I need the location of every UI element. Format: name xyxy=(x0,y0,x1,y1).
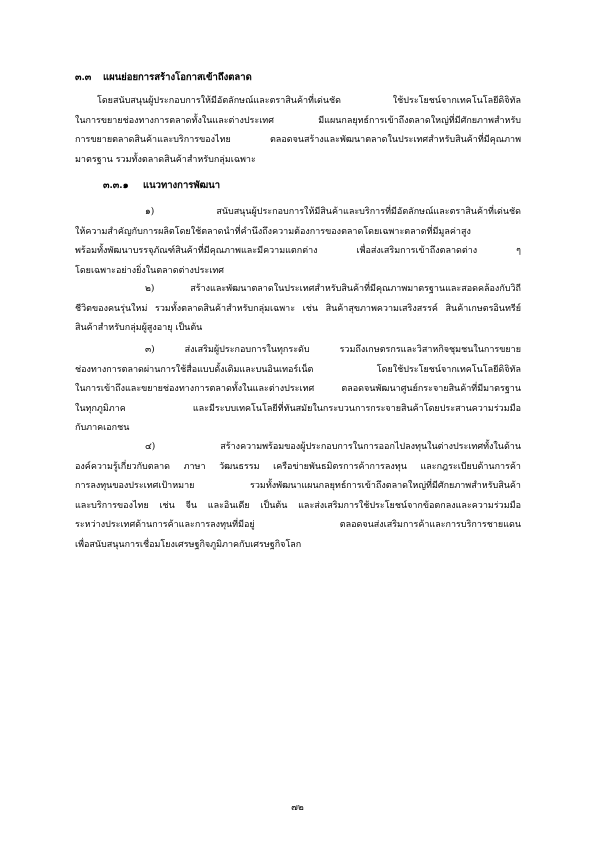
intro-paragraph xyxy=(75,92,521,170)
item-line: ๒) สร้างและพัฒนาตลาดในประเทศสำหรับสินค้าที่มีคุณภาพมาตรฐานและสอดคล้องกับวิถี xyxy=(145,284,521,294)
item-line: ระหว่างประเทศด้านการค้าและการลงทุนที่มีอยู่ ตลอดจนส่งเสริมการค้าและการบริการชายแดน xyxy=(75,520,521,530)
page-number: ๗๒ xyxy=(291,803,304,813)
item-line: ๓) ส่งเสริมผู้ประกอบการในทุกระดับ รวมถึงเกษตรกรและวิสาหกิจชุมชนในการขยาย xyxy=(145,345,521,355)
intro-line: ในการขยายช่องทางการตลาดทั้งในและต่างประเทศ มีแผนกลยุทธ์การเข้าถึงตลาดใหญ่ที่มีศักยภาพสำหรับ xyxy=(75,115,521,126)
item-line: พร้อมทั้งพัฒนาบรรจุภัณฑ์สินค้าที่มีคุณภาพและมีความแตกต่าง เพื่อส่งเสริมการเข้าถึงตลาดต่าง ๆ xyxy=(75,246,521,256)
intro-line: โดยสนับสนุนผู้ประกอบการให้มีอัตลักษณ์และตราสินค้าที่เด่นชัด ใช้ประโยชน์จากเทคโนโลยีดิจิทัล xyxy=(97,96,521,106)
subsection-title: แนวทางการพัฒนา xyxy=(143,180,221,191)
item-line: ในทุกภูมิภาค และมีระบบเทคโนโลยีที่ทันสมัยในกระบวนการกระจายสินค้าโดยประสานความร่วมมือ xyxy=(75,403,521,414)
item-2-paragraph xyxy=(75,280,521,339)
item-line: ช่องทางการตลาดผ่านการใช้สื่อแบบดั้งเดิมและบนอินเทอร์เน็ต โดยใช้ประโยชน์จากเทคโนโลยีดิจิทัล xyxy=(75,364,521,375)
subsection-number: ๓.๓.๑ xyxy=(103,180,129,191)
item-4-paragraph xyxy=(75,438,521,555)
item-line: สินค้าสำหรับกลุ่มผู้สูงอายุ เป็นต้น xyxy=(75,323,203,333)
item-3-paragraph xyxy=(75,341,521,439)
item-line: ๔) สร้างความพร้อมของผู้ประกอบการในการออกไปลงทุนในต่างประเทศทั้งในด้าน xyxy=(145,442,521,452)
item-line: กับภาคเอกชน xyxy=(75,423,130,433)
intro-line: การขยายตลาดสินค้าและบริการของไทย ตลอดจนสร้างและพัฒนาตลาดในประเทศสำหรับสินค้าที่มีคุณภาพ xyxy=(75,135,521,145)
item-line: ในการเข้าถึงและขยายช่องทางการตลาดทั้งในและต่างประเทศ ตลอดจนพัฒนาศูนย์กระจายสินค้าที่มีมาตรฐาน xyxy=(75,384,521,394)
subsection-heading xyxy=(103,178,220,193)
item-line: ให้ความสำคัญกับการผลิตโดยใช้ตลาดนำที่คำนึงถึงความต้องการของตลาดโดยเฉพาะตลาดที่มีมูลค่าสูง xyxy=(75,226,471,237)
section-heading xyxy=(75,70,252,85)
item-line: และบริการของไทย เช่น จีน และอินเดีย เป็นต้น และส่งเสริมการใช้ประโยชน์จากข้อตกลงและความร่วมมือ xyxy=(75,500,521,511)
item-1-paragraph xyxy=(75,203,521,281)
item-line: โดยเฉพาะอย่างยิ่งในตลาดต่างประเทศ xyxy=(75,265,224,276)
item-line: การลงทุนของประเทศเป้าหมาย รวมทั้งพัฒนาแผนกลยุทธ์การเข้าถึงตลาดใหญ่ที่มีศักยภาพสำหรับสินค้า xyxy=(75,481,521,491)
item-line: เพื่อสนับสนุนการเชื่อมโยงเศรษฐกิจภูมิภาคกับเศรษฐกิจโลก xyxy=(75,539,302,550)
section-number: ๓.๓ xyxy=(75,72,92,83)
item-line: ชีวิตของคนรุ่นใหม่ รวมทั้งตลาดสินค้าสำหรับกลุ่มเฉพาะ เช่น สินค้าสุขภาพความเสริงสรรค์ สินค้าเกษตรอินทรีย์ xyxy=(75,303,521,314)
item-line: องค์ความรู้เกี่ยวกับตลาด ภาษา วัฒนธรรม เครือข่ายพันธมิตรการค้าการลงทุน และกฎระเบียบด้านการค้า xyxy=(75,461,521,472)
item-line: ๑) สนับสนุนผู้ประกอบการให้มีสินค้าและบริการที่มีอัตลักษณ์และตราสินค้าที่เด่นชัด xyxy=(145,207,521,217)
section-title: แผนย่อยการสร้างโอกาสเข้าถึงตลาด xyxy=(103,72,252,83)
intro-line: มาตรฐาน รวมทั้งตลาดสินค้าสำหรับกลุ่มเฉพาะ xyxy=(75,154,256,165)
